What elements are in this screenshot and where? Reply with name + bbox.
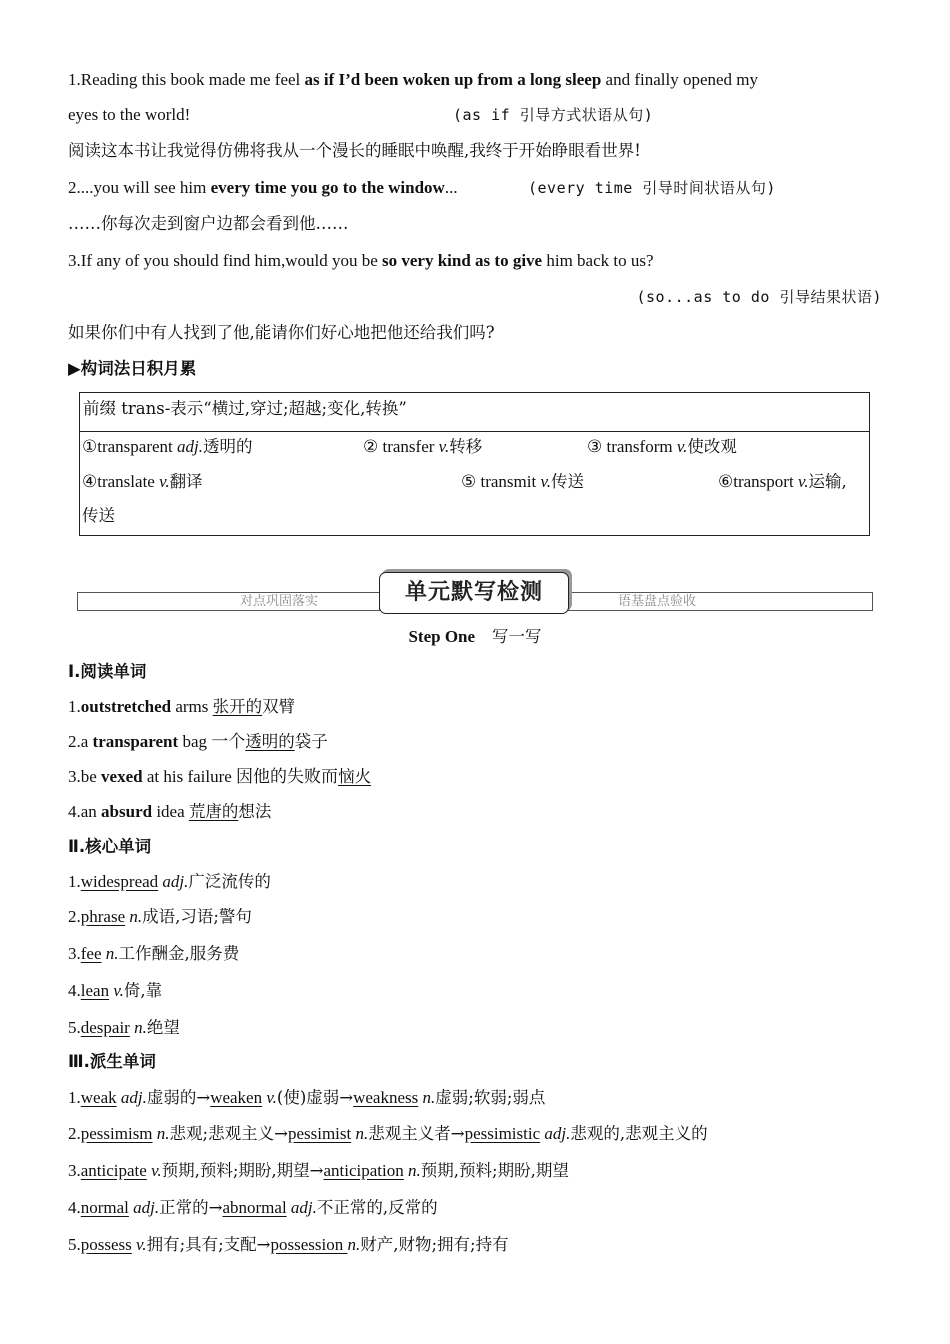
section-banner-title: 单元默写检测 [379, 572, 569, 614]
banner-left-bar [77, 592, 380, 611]
text: him back to us? [542, 251, 654, 270]
text: 2....you will see him [68, 178, 211, 197]
example-sentence-2 [68, 176, 458, 200]
text: eyes to the world! [68, 105, 191, 124]
translation-2: ……你每次走到窗户边都会看到他…… [68, 214, 349, 233]
trans-item-3: ③ transform v.使改观 [587, 437, 737, 456]
grammar-hint-3: (so...as to do 引导结果状语) [636, 288, 882, 306]
translation-1: 阅读这本书让我觉得仿佛将我从一个漫长的睡眠中唤醒,我终于开始睁眼看世界! [68, 141, 641, 160]
derived-word-2: 2.pessimism n.悲观;悲观主义→pessimist n.悲观主义者→pessimistic adj.悲观的,悲观主义的 [68, 1124, 708, 1143]
text: ... [444, 178, 458, 197]
reading-word-1: 1.outstretched arms 张开的双臂 [68, 697, 296, 716]
trans-item-5: ⑤ transmit v.传送 [461, 472, 585, 491]
banner-left-subtitle: 对点巩固落实 [240, 594, 319, 609]
bold-phrase: so very kind as to give [382, 251, 543, 270]
example-sentence-3 [68, 249, 654, 273]
trans-item-1: ①transparent adj.透明的 [82, 437, 253, 456]
text: 1.Reading this book made me feel [68, 70, 305, 89]
section-3-heading: Ⅲ.派生单词 [68, 1052, 156, 1071]
example-sentence-1 [68, 68, 758, 92]
derived-word-5: 5.possess v.拥有;具有;支配→possession n.财产,财物;拥有;持有 [68, 1235, 509, 1254]
banner-right-subtitle: 语基盘点验收 [618, 594, 697, 609]
reading-word-3: 3.be vexed at his failure 因他的失败而恼火 [68, 767, 372, 786]
banner-right-bar [568, 592, 873, 611]
grammar-hint-2: (every time 引导时间状语从句) [528, 179, 776, 197]
trans-item-4: ④translate v.翻译 [82, 472, 203, 491]
text: 3.If any of you should find him,would you be [68, 251, 382, 270]
translation-3: 如果你们中有人找到了他,能请你们好心地把他还给我们吗? [68, 323, 495, 342]
core-word-3: 3.fee n.工作酬金,服务费 [68, 944, 240, 963]
derived-word-4: 4.normal adj.正常的→abnormal adj.不正常的,反常的 [68, 1198, 438, 1217]
trans-item-6: ⑥transport v.运输, [718, 472, 847, 491]
step-heading: Step One 写一写 [408, 627, 542, 646]
trans-item-6-wrap: 传送 [82, 506, 115, 525]
bold-phrase: every time you go to the window [210, 178, 445, 197]
section-2-heading: Ⅱ.核心单词 [68, 837, 152, 856]
reading-word-2: 2.a transparent bag 一个透明的袋子 [68, 732, 328, 751]
core-word-4: 4.lean v.倚,靠 [68, 981, 163, 1000]
core-word-5: 5.despair n.绝望 [68, 1018, 180, 1037]
core-word-1: 1.widespread adj.广泛流传的 [68, 872, 271, 891]
derived-word-3: 3.anticipate v.预期,预料;期盼,期望→anticipation n.预期,预料;期盼,期望 [68, 1161, 569, 1180]
reading-word-4: 4.an absurd idea 荒唐的想法 [68, 802, 272, 821]
word-formation-heading: ▶构词法日积月累 [68, 359, 197, 378]
example-sentence-1-cont [68, 103, 190, 127]
derived-word-1: 1.weak adj.虚弱的→weaken v.(使)虚弱→weakness n.虚弱;软弱;弱点 [68, 1088, 546, 1107]
section-1-heading: Ⅰ.阅读单词 [68, 662, 147, 681]
box-title: 前缀 trans-表示“横过,穿过;超越;变化,转换” [83, 399, 407, 418]
text: and finally opened my [601, 70, 759, 89]
bold-phrase: as if I’d been woken up from a long sleep [304, 70, 602, 89]
core-word-2: 2.phrase n.成语,习语;警句 [68, 907, 252, 926]
word-formation-box [79, 392, 870, 536]
trans-item-2: ② transfer v.转移 [363, 437, 483, 456]
box-title-row [80, 393, 869, 432]
grammar-hint-1: (as if 引导方式状语从句) [453, 106, 654, 124]
